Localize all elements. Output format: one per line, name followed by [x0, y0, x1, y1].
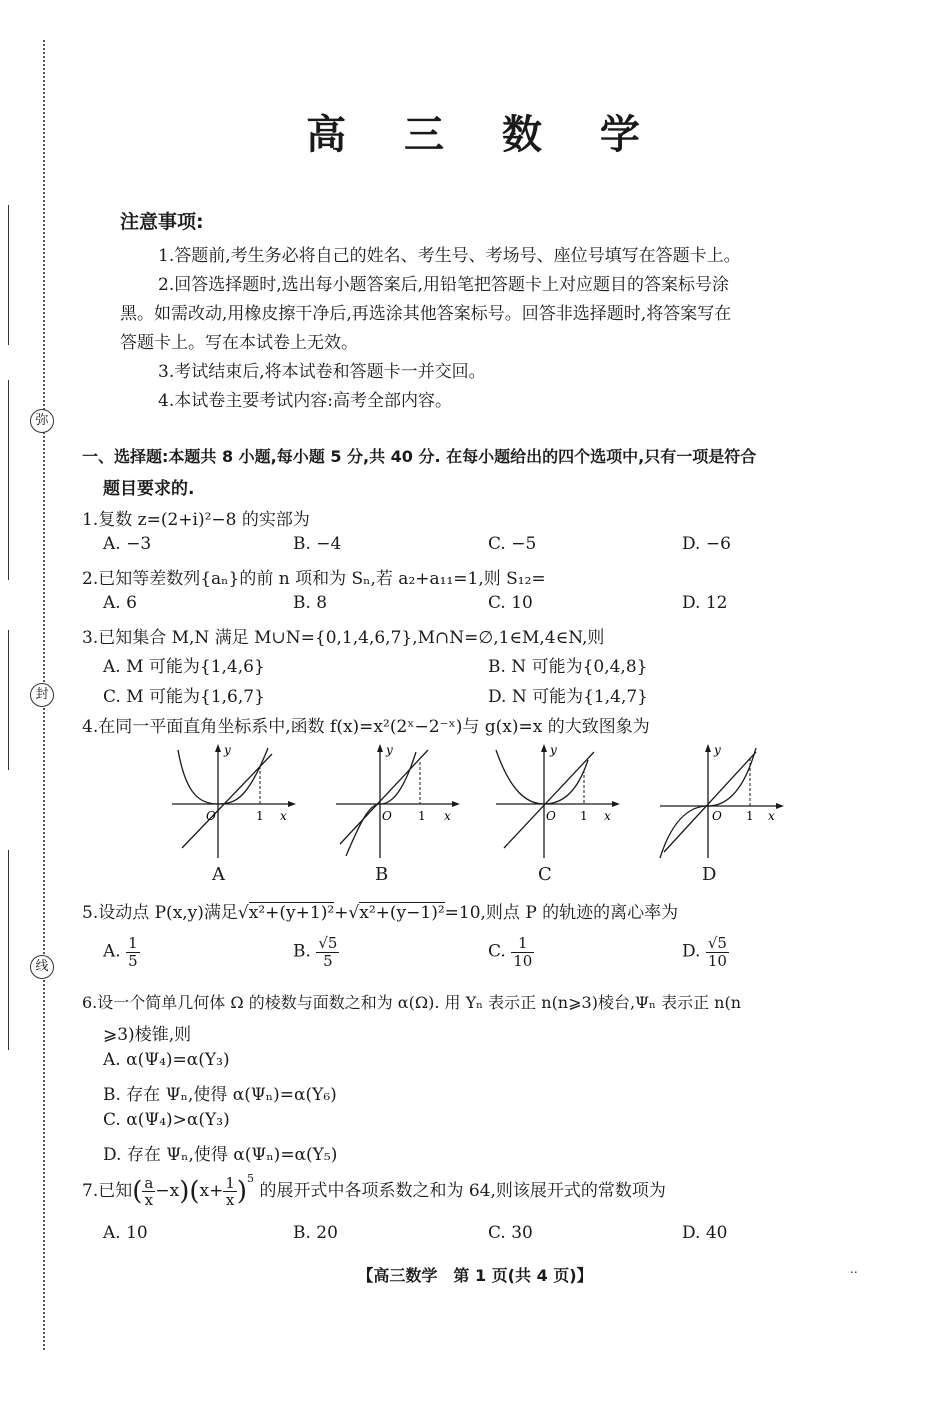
- section-heading: 一、选择题:本题共 8 小题,每小题 5 分,共 40 分. 在每小题给出的四个选项中,只有一项是符合: [82, 447, 757, 466]
- question-5: [82, 898, 678, 923]
- q7-option-d: D. 40: [682, 1223, 728, 1243]
- q7-term: x+: [199, 1181, 224, 1201]
- q5-option-d: [682, 935, 729, 969]
- graph-origin: O: [206, 809, 216, 823]
- graph-axis-x: x: [604, 809, 611, 823]
- binding-line: [8, 380, 9, 580]
- page-footer: 【高三数学 第 1 页(共 4 页)】: [357, 1266, 593, 1285]
- q2-option-c: C. 10: [488, 593, 533, 613]
- binding-line: [8, 205, 9, 345]
- notice-line: 黑。如需改动,用橡皮擦干净后,再选涂其他答案标号。回答非选择题时,将答案写在: [120, 304, 732, 324]
- numerator: √5: [707, 934, 727, 952]
- question-4: 4.在同一平面直角坐标系中,函数 f(x)=x²(2ˣ−2⁻ˣ)与 g(x)=x 的大致图象为: [82, 717, 650, 737]
- graph-tick: 1: [580, 809, 588, 823]
- q7-option-b: B. 20: [293, 1223, 338, 1243]
- denominator: 10: [513, 951, 533, 970]
- notice-line: 3.考试结束后,将本试卷和答题卡一并交回。: [158, 362, 486, 382]
- graph-tick: 1: [418, 809, 426, 823]
- fraction: [142, 1175, 155, 1209]
- notice-line: 2.回答选择题时,选出每小题答案后,用铅笔把答题卡上对应题目的答案标号涂: [158, 275, 730, 295]
- fraction: [511, 935, 534, 969]
- radical-sign: √: [348, 903, 360, 923]
- graph-axis-y: y: [550, 743, 557, 757]
- question-6: 6.设一个简单几何体 Ω 的棱数与面数之和为 α(Ω). 用 Υₙ 表示正 n(n⩾3)棱台,Ψₙ 表示正 n(n: [82, 993, 742, 1012]
- graph-axis-y: y: [224, 743, 231, 757]
- q2-option-d: D. 12: [682, 593, 728, 613]
- exponent: 5: [247, 1172, 255, 1185]
- graph-c: [492, 740, 622, 860]
- q1-option-b: B. −4: [293, 534, 342, 554]
- question-3: 3.已知集合 M,N 满足 M∪N={0,1,4,6,7},M∩N=∅,1∈M,4∈N,则: [82, 628, 605, 648]
- q3-option-b: B. N 可能为{0,4,8}: [488, 657, 648, 677]
- numerator: 1: [225, 1173, 235, 1192]
- option-label: B.: [293, 941, 311, 962]
- q3-option-c: C. M 可能为{1,6,7}: [103, 687, 265, 707]
- q1-option-c: C. −5: [488, 534, 537, 554]
- graph-axis-y: y: [714, 743, 721, 757]
- paren: ): [236, 1176, 248, 1207]
- fraction: [223, 1175, 237, 1209]
- q5-stem-a: 5.设动点 P(x,y)满足: [82, 903, 238, 923]
- numerator: 1: [128, 934, 138, 952]
- question-1: 1.复数 z=(2+i)²−8 的实部为: [82, 510, 310, 530]
- graph-c-label: C: [538, 864, 552, 885]
- graph-d-label: D: [702, 864, 717, 885]
- q2-option-b: B. 8: [293, 593, 328, 613]
- q5-option-b: [293, 935, 339, 969]
- graph-origin: O: [712, 809, 722, 823]
- q5-radical-2: x²+(y−1)²: [359, 903, 445, 923]
- denominator: x: [225, 1191, 235, 1209]
- binding-line: [8, 630, 9, 770]
- notice-line: 答题卡上。写在本试卷上无效。: [120, 333, 358, 353]
- question-7: [82, 1172, 666, 1209]
- radical-sign: √: [237, 903, 249, 923]
- question-6-cont: ⩾3)棱锥,则: [103, 1025, 192, 1045]
- fraction: [126, 935, 140, 969]
- option-label: A.: [103, 941, 121, 962]
- q3-option-a: A. M 可能为{1,4,6}: [103, 657, 265, 677]
- q5-option-c: [488, 935, 534, 969]
- graph-b-label: B: [375, 864, 389, 885]
- graph-d: [656, 740, 786, 860]
- notice-line: 4.本试卷主要考试内容:高考全部内容。: [158, 391, 452, 411]
- paren: (: [132, 1176, 143, 1207]
- q6-option-d: D. 存在 Ψₙ,使得 α(Ψₙ)=α(Υ₅): [103, 1145, 338, 1165]
- graph-origin: O: [382, 809, 392, 823]
- footer-mark: ..: [850, 1262, 858, 1276]
- paren: (: [189, 1176, 200, 1207]
- q7-stem-b: 的展开式中各项系数之和为 64,则该展开式的常数项为: [259, 1181, 666, 1201]
- option-label: C.: [488, 941, 506, 962]
- seal-feng: 封: [30, 683, 54, 707]
- q6-option-c: C. α(Ψ₄)>α(Υ₃): [103, 1110, 230, 1130]
- graph-axis-x: x: [444, 809, 451, 823]
- denominator: x: [144, 1191, 154, 1209]
- q2-option-a: A. 6: [103, 593, 137, 613]
- graph-axis-x: x: [280, 809, 287, 823]
- option-label: D.: [682, 941, 701, 962]
- q5-stem-b: =10,则点 P 的轨迹的离心率为: [444, 903, 679, 923]
- numerator: a: [144, 1173, 154, 1192]
- binding-line: [8, 850, 9, 1050]
- q7-option-c: C. 30: [488, 1223, 533, 1243]
- q6-option-b: B. 存在 Ψₙ,使得 α(Ψₙ)=α(Υ₆): [103, 1085, 337, 1105]
- q5-plus: +: [334, 903, 349, 923]
- q7-term: −x: [155, 1181, 180, 1201]
- q1-option-a: A. −3: [103, 534, 152, 554]
- page-title: 高 三 数 学: [306, 111, 662, 158]
- notice-line: 1.答题前,考生务必将自己的姓名、考生号、考场号、座位号填写在答题卡上。: [158, 246, 741, 266]
- graph-axis-y: y: [386, 743, 393, 757]
- notice-heading: 注意事项:: [120, 211, 204, 233]
- q7-prefix: 7.已知: [82, 1181, 133, 1201]
- graph-axis-x: x: [768, 809, 775, 823]
- paren: ): [179, 1176, 190, 1207]
- section-heading-cont: 题目要求的.: [103, 479, 195, 499]
- graph-b: [332, 740, 462, 860]
- denominator: 5: [323, 951, 333, 970]
- numerator: √5: [318, 934, 338, 952]
- graph-a-label: A: [212, 864, 225, 885]
- seal-xian: 线: [30, 955, 54, 979]
- q6-option-a: A. α(Ψ₄)=α(Υ₃): [103, 1050, 230, 1070]
- fraction: [316, 935, 339, 969]
- fraction: [706, 935, 729, 969]
- numerator: 1: [511, 935, 534, 953]
- q1-option-d: D. −6: [682, 534, 731, 554]
- graph-origin: O: [546, 809, 556, 823]
- q5-radical-1: x²+(y+1)²: [248, 903, 335, 923]
- denominator: 5: [128, 951, 138, 970]
- q7-option-a: A. 10: [103, 1223, 148, 1243]
- graph-a: [168, 740, 298, 860]
- graph-tick: 1: [746, 809, 754, 823]
- q5-option-a: [103, 935, 140, 969]
- seal-mi: 弥: [30, 409, 54, 433]
- q3-option-d: D. N 可能为{1,4,7}: [488, 687, 648, 707]
- question-2: 2.已知等差数列{aₙ}的前 n 项和为 Sₙ,若 a₂+a₁₁=1,则 S₁₂=: [82, 569, 546, 589]
- denominator: 10: [707, 951, 727, 970]
- graph-tick: 1: [256, 809, 264, 823]
